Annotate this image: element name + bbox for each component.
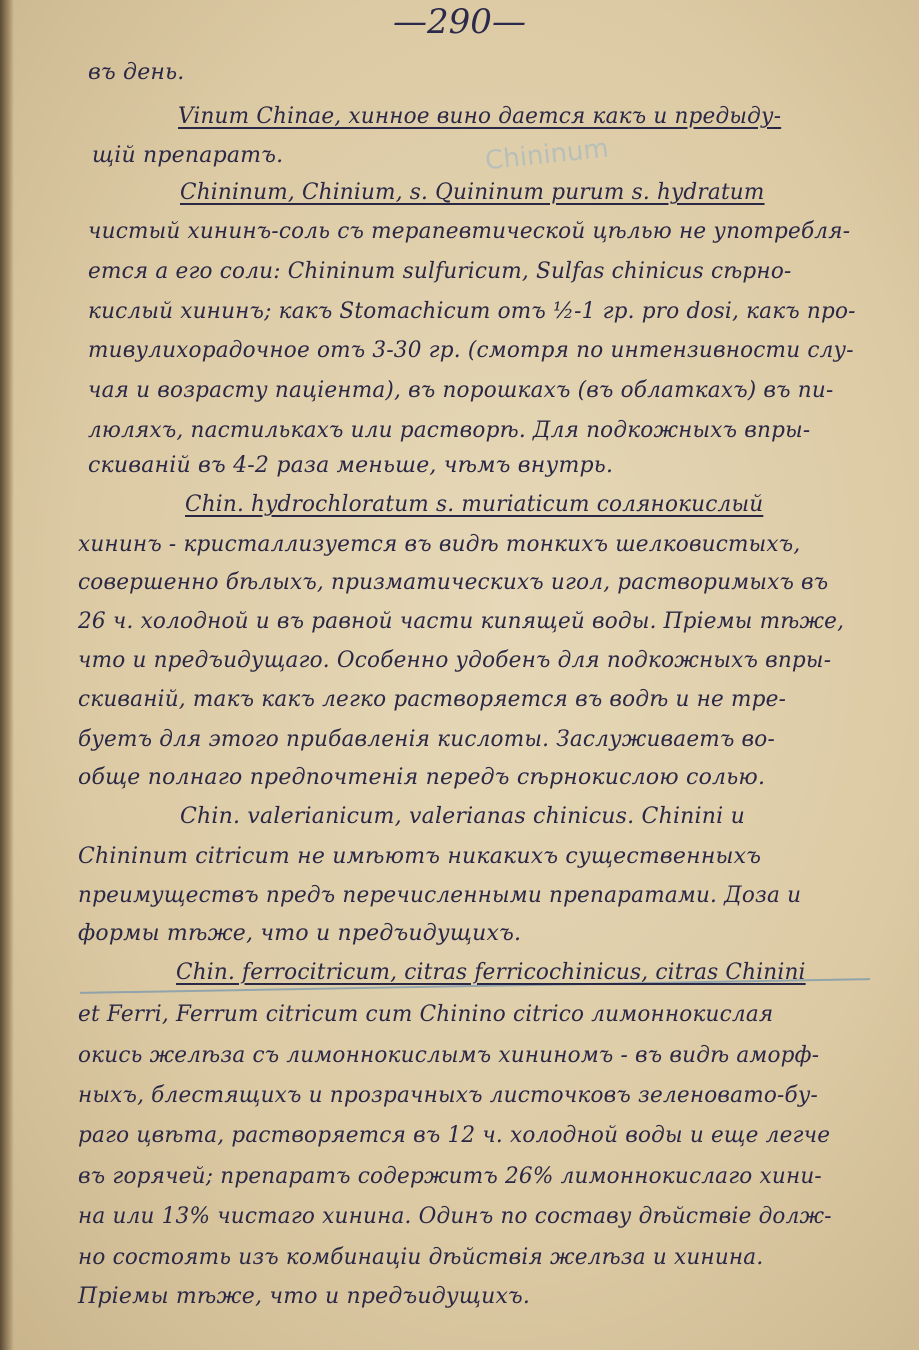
page-binding-edge — [0, 0, 14, 1350]
text-line-19: обще полнаго предпочтенія передъ сѣрнокислою солью. — [78, 765, 766, 790]
text-line-29: въ горячей; препаратъ содержитъ 26% лимоннокислаго хини- — [78, 1164, 822, 1189]
text-line-18: буетъ для этого прибавленія кислоты. Заслуживаетъ во- — [78, 727, 775, 752]
text-line-9: чая и возрасту паціента), въ порошкахъ (въ облаткахъ) въ пи- — [88, 378, 834, 403]
text-line-10: люляхъ, пастилькахъ или растворѣ. Для подкожныхъ впры- — [88, 418, 811, 443]
text-line-26: окись желѣза съ лимоннокислымъ хининомъ - въ видѣ аморф- — [78, 1043, 820, 1068]
text-line-3: щій препаратъ. — [92, 143, 284, 168]
page-number: —290— — [393, 2, 526, 42]
text-line-15: 26 ч. холодной и въ равной части кипящей воды. Пріемы тѣже, — [78, 609, 845, 634]
text-line-24: Chin. ferrocitricum, citras ferricochinicus, citras Chinini — [176, 960, 806, 985]
text-line-6: ется а его соли: Chininum sulfuricum, Sulfas chinicus сѣрно- — [88, 259, 792, 284]
text-line-21: Chininum citricum не имѣютъ никакихъ существенныхъ — [78, 844, 762, 869]
text-line-20: Chin. valerianicum, valerianas chinicus. Chinini и — [180, 804, 745, 829]
text-line-8: тивулихорадочное отъ 3-30 гр. (смотря по интензивности слу- — [88, 338, 854, 363]
text-line-16: что и предъидущаго. Особенно удобенъ для подкожныхъ впры- — [78, 648, 832, 673]
text-line-28: раго цвѣта, растворяется въ 12 ч. холодной воды и еще легче — [78, 1123, 831, 1148]
pencil-annotation: Chininum — [483, 133, 611, 177]
text-line-31: но состоять изъ комбинаціи дѣйствія желѣза и хинина. — [78, 1245, 764, 1270]
text-line-2: Vinum Chinae, хинное вино дается какъ и предыду- — [178, 104, 782, 129]
text-line-17: скиваній, такъ какъ легко растворяется въ водѣ и не тре- — [78, 687, 787, 712]
text-line-5: чистый хининъ-соль съ терапевтической цѣлью не употребля- — [88, 219, 851, 244]
text-line-27: ныхъ, блестящихъ и прозрачныхъ листочковъ зеленовато-бу- — [78, 1083, 819, 1108]
text-line-22: преимуществъ предъ перечисленными препаратами. Доза и — [78, 883, 802, 908]
text-line-7: кислый хининъ; какъ Stomachicum отъ ½-1 гр. pro dosi, какъ про- — [88, 299, 856, 324]
text-line-23: формы тѣже, что и предъидущихъ. — [78, 921, 522, 946]
text-line-32: Пріемы тѣже, что и предъидущихъ. — [78, 1284, 531, 1309]
text-line-14: совершенно бѣлыхъ, призматическихъ игол, растворимыхъ въ — [78, 570, 829, 595]
text-line-12: Chin. hydrochloratum s. muriaticum солянокислый — [185, 492, 764, 517]
text-line-25: et Ferri, Ferrum citricum cum Chinino citrico лимоннокислая — [78, 1002, 774, 1027]
text-line-13: хининъ - кристаллизуется въ видѣ тонкихъ шелковистыхъ, — [78, 532, 801, 557]
text-line-11: скиваній въ 4-2 раза меньше, чѣмъ внутрь. — [88, 453, 614, 478]
text-line-4: Chininum, Chinium, s. Quininum purum s. hydratum — [180, 180, 765, 205]
text-line-1: въ день. — [88, 60, 185, 85]
text-line-30: на или 13% чистаго хинина. Одинъ по составу дѣйствіе долж- — [78, 1204, 832, 1229]
